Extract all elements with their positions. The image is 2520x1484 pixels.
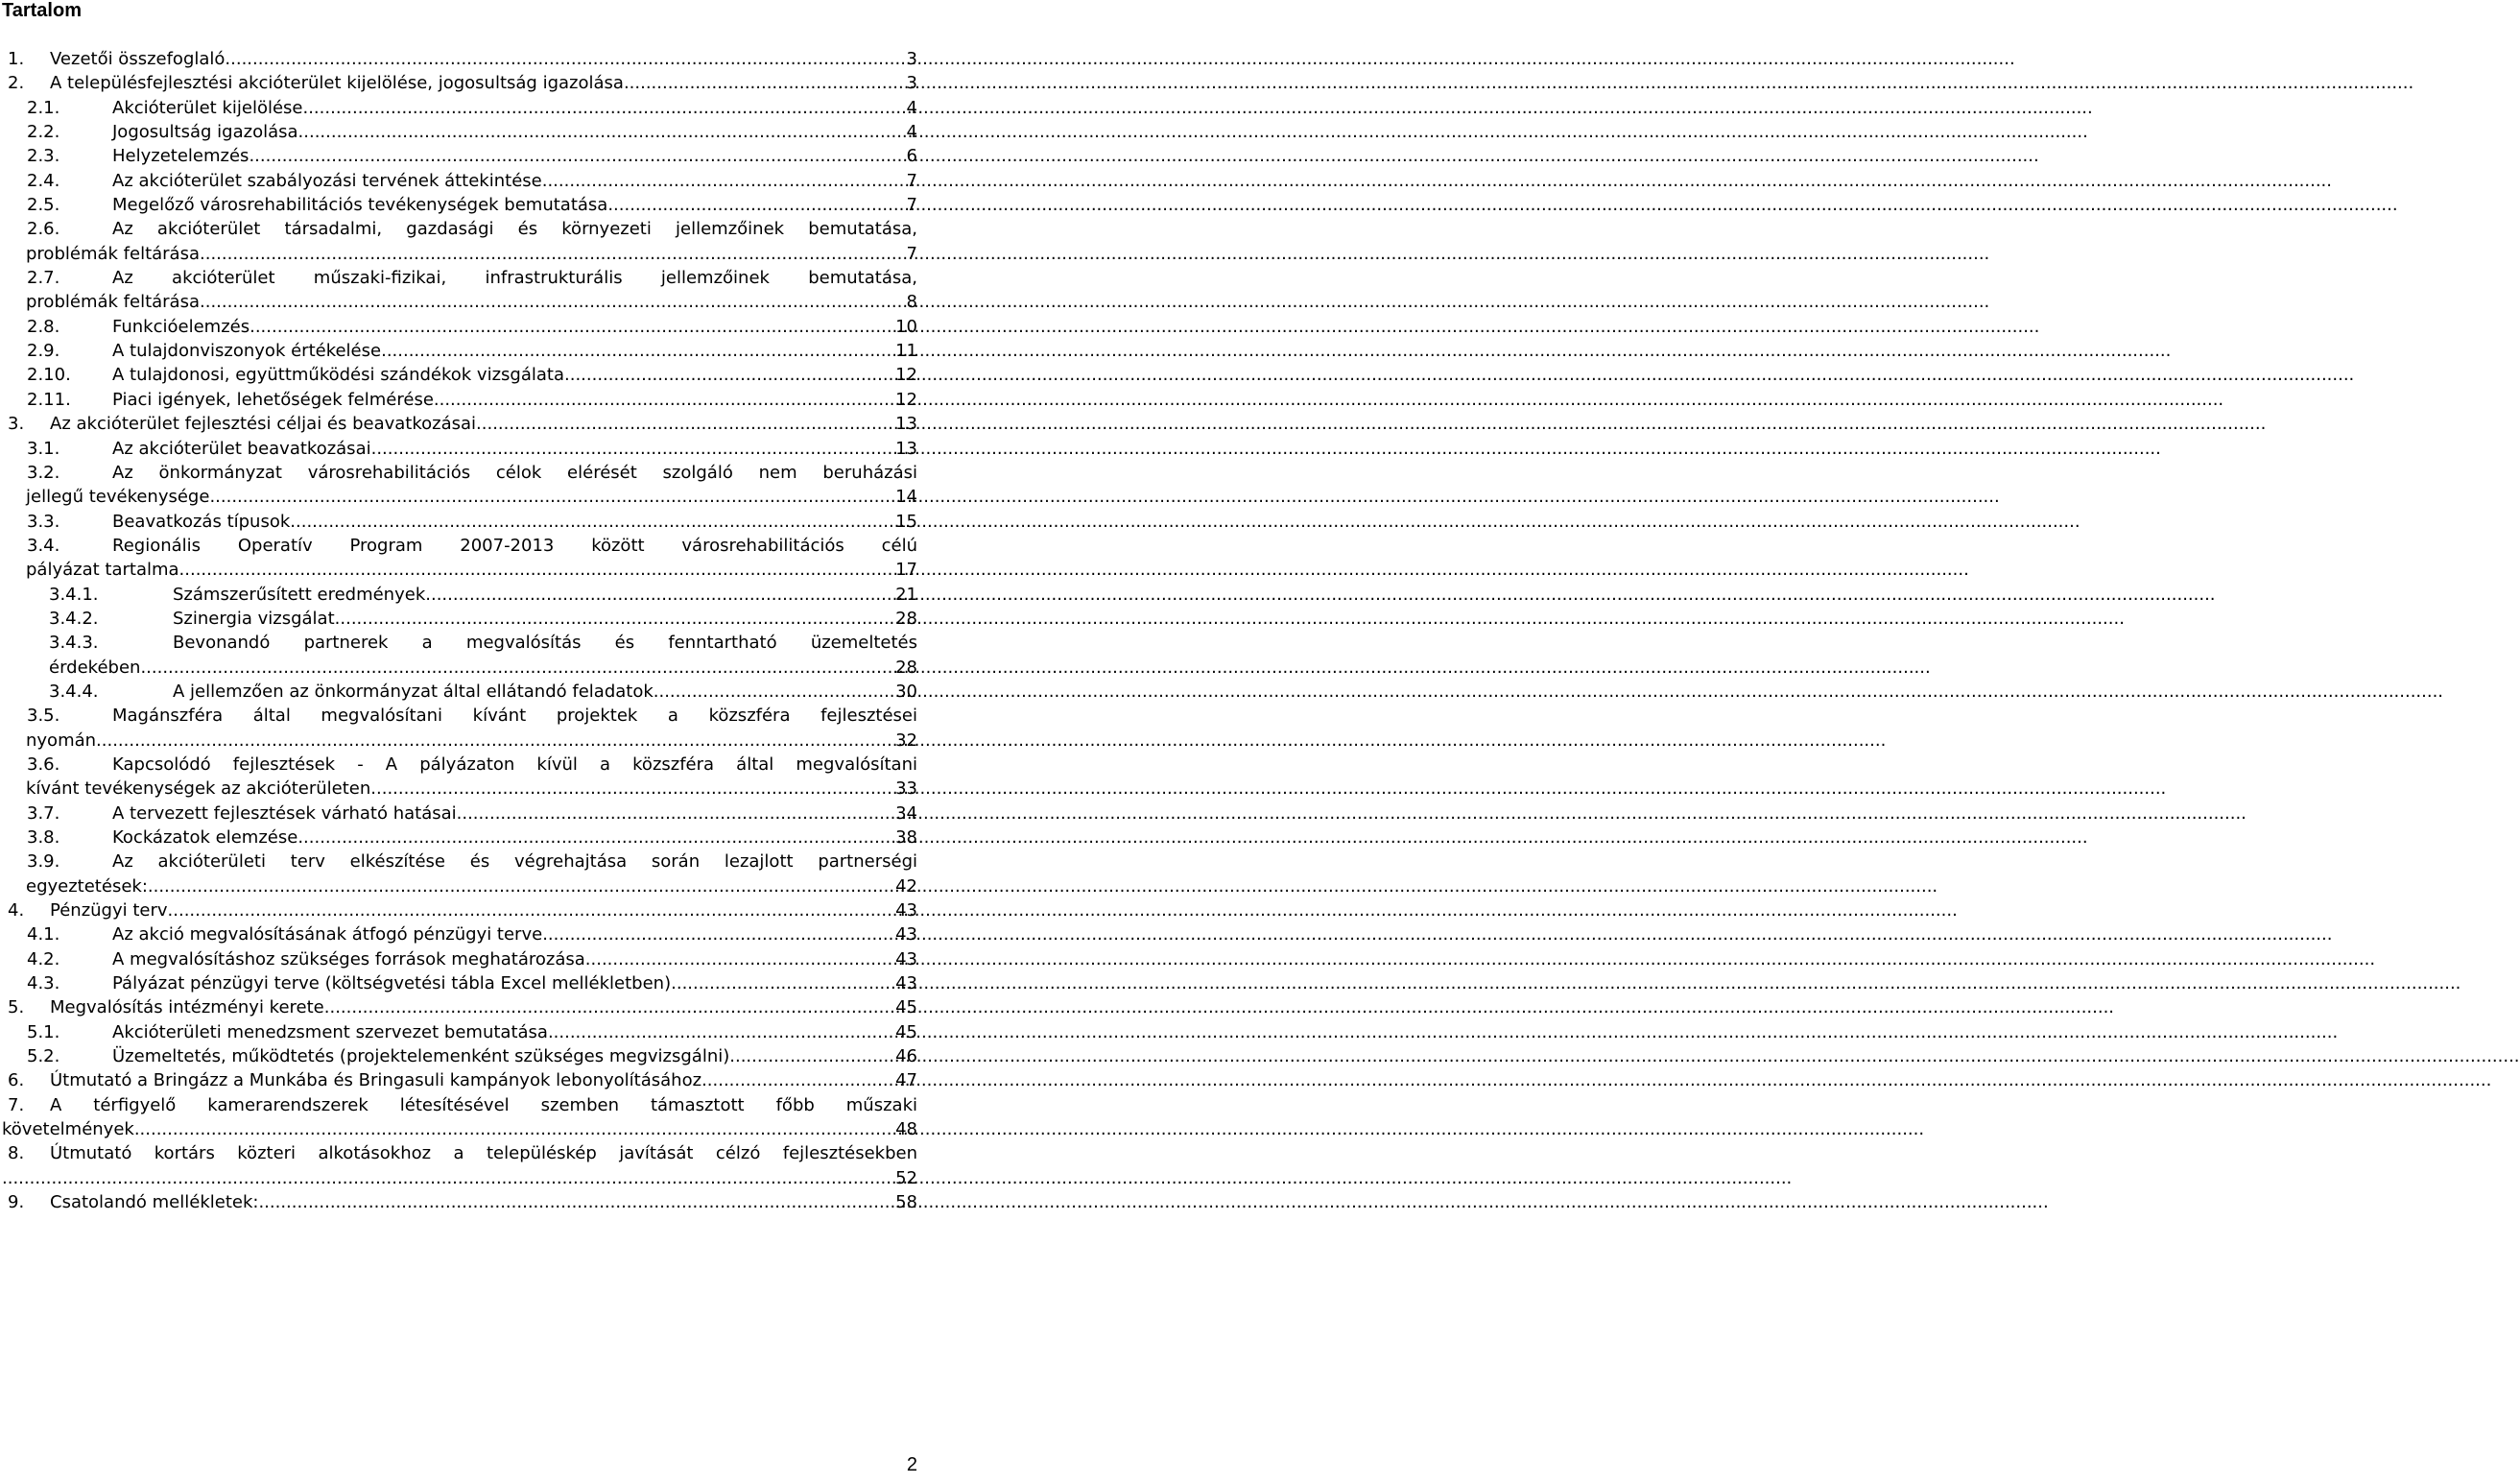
toc-entry[interactable] — [0, 1068, 921, 1092]
toc-entry-page: 38 — [895, 827, 917, 848]
toc-entry-page: 15 — [895, 511, 917, 532]
toc-entry-title: Az akcióterület műszaki-fizikai, infrastrukturális jellemzőinek bemutatása, — [112, 268, 917, 289]
toc-leader-dots — [564, 363, 893, 387]
toc-leader-dots — [290, 510, 893, 534]
toc-leader-dots — [585, 947, 893, 971]
toc-entry-number: 2.4. — [27, 170, 60, 191]
toc-entry[interactable] — [0, 412, 921, 436]
toc-entry-title: Útmutató kortárs közteri alkotásokhoz a településkép javítását célzó fejlesztésekben — [50, 1143, 917, 1164]
toc-entry[interactable] — [0, 461, 921, 510]
toc-entry-page: 14 — [895, 487, 917, 508]
toc-entry-title: Útmutató a Bringázz a Munkába és Bringasuli kampányok lebonyolításához — [50, 1070, 702, 1091]
toc-entry-title: A megvalósításhoz szükséges források meghatározása — [112, 948, 585, 969]
toc-entry[interactable] — [0, 971, 921, 995]
toc-entry-title-continued: pályázat tartalma — [26, 560, 179, 581]
toc-entry[interactable] — [0, 193, 921, 217]
toc-entry[interactable] — [0, 947, 921, 971]
toc-leader-dots — [542, 169, 905, 193]
toc-entry[interactable] — [0, 510, 921, 534]
toc-entry-page: 43 — [895, 900, 917, 922]
toc-entry-number: 3.4. — [27, 535, 60, 556]
toc-leader-dots — [671, 971, 893, 995]
toc-entry-title-continued: problémák feltárása — [26, 292, 200, 313]
toc-entry-number: 2.8. — [27, 316, 60, 337]
toc-entry-title-continued: követelmények — [2, 1119, 134, 1140]
toc-entry-number: 8. — [8, 1143, 25, 1164]
toc-entry-title: Pénzügyi terv — [50, 900, 168, 922]
toc-entry-page: 12 — [895, 389, 917, 410]
toc-entry-title: A településfejlesztési akcióterület kijelölése, jogosultság igazolása — [50, 73, 624, 94]
toc-entry-number: 2.10. — [27, 365, 71, 386]
toc-leader-dots — [179, 558, 894, 582]
toc-leader-dots — [302, 96, 904, 120]
toc-entry-page: 21 — [895, 584, 917, 605]
toc-entry[interactable] — [0, 144, 921, 168]
toc-title: Tartalom — [2, 0, 82, 21]
toc-entry-number: 2. — [8, 73, 25, 94]
toc-entry-number: 2.3. — [27, 146, 60, 167]
toc-entry-page: 34 — [895, 802, 917, 824]
toc-entry-page: 3 — [906, 73, 917, 94]
toc-entry-title-continued: nyomán — [26, 730, 97, 751]
toc-entry-page: 13 — [895, 414, 917, 435]
toc-leader-dots — [298, 120, 905, 144]
toc-leader-dots — [209, 485, 893, 509]
toc-entry[interactable] — [0, 1044, 921, 1068]
toc-leader-dots — [434, 388, 893, 412]
toc-entry[interactable] — [0, 753, 921, 802]
table-of-contents — [0, 47, 921, 1215]
toc-entry[interactable] — [0, 47, 921, 71]
toc-entry-number: 5.2. — [27, 1046, 60, 1067]
toc-entry[interactable] — [0, 583, 921, 607]
toc-entry-page: 8 — [906, 292, 917, 313]
toc-entry[interactable] — [0, 363, 921, 387]
toc-entry-title-continued: kívánt tevékenységek az akcióterületen. — [26, 778, 377, 800]
toc-entry[interactable] — [0, 437, 921, 461]
toc-entry[interactable] — [0, 96, 921, 120]
toc-entry-number: 3.6. — [27, 754, 60, 775]
toc-entry-page: 6 — [906, 146, 917, 167]
toc-entry-number: 3.9. — [27, 851, 60, 873]
toc-leader-dots — [542, 922, 893, 946]
toc-leader-dots — [548, 1020, 893, 1044]
toc-entry-page: 48 — [895, 1119, 917, 1140]
toc-leader-dots — [376, 777, 893, 801]
toc-entry-page: 32 — [895, 730, 917, 751]
toc-entry[interactable] — [0, 995, 921, 1019]
toc-entry[interactable] — [0, 680, 921, 704]
toc-leader-dots — [168, 898, 894, 922]
toc-entry[interactable] — [0, 217, 921, 266]
toc-entry-title: Jogosultság igazolása — [112, 122, 298, 143]
toc-entry-number: 3.3. — [27, 511, 60, 532]
toc-entry-page: 43 — [895, 924, 917, 945]
toc-entry-title: Vezetői összefoglaló — [50, 49, 226, 69]
toc-leader-dots — [371, 437, 893, 461]
toc-entry-page: 33 — [895, 778, 917, 800]
toc-entry-number: 3.4.3. — [49, 633, 99, 654]
toc-entry[interactable] — [0, 339, 921, 363]
toc-leader-dots — [324, 995, 893, 1019]
toc-entry-number: 2.9. — [27, 341, 60, 362]
toc-leader-dots — [249, 144, 904, 168]
toc-entry-title: Csatolandó mellékletek: — [50, 1192, 259, 1213]
page-number: 2 — [906, 1454, 917, 1475]
toc-leader-dots — [140, 656, 893, 680]
toc-entry-page: 4 — [906, 122, 917, 143]
toc-entry-title: Magánszféra által megvalósítani kívánt projektek a közszféra fejlesztései — [112, 706, 917, 727]
toc-entry-page: 7 — [906, 243, 917, 264]
toc-entry-title-continued: problémák feltárása — [26, 243, 200, 264]
toc-entry-page: 30 — [895, 681, 917, 702]
toc-entry-page: 28 — [895, 608, 917, 629]
toc-leader-dots — [258, 1190, 893, 1214]
toc-entry-page: 12 — [895, 365, 917, 386]
toc-entry-number: 3.8. — [27, 827, 60, 848]
toc-entry[interactable] — [0, 898, 921, 922]
toc-entry[interactable] — [0, 826, 921, 850]
toc-entry-page: 17 — [895, 560, 917, 581]
toc-entry-number: 2.7. — [27, 268, 60, 289]
toc-entry[interactable] — [0, 802, 921, 826]
toc-leader-dots — [200, 290, 905, 314]
toc-entry[interactable] — [0, 266, 921, 315]
toc-entry-number: 3.7. — [27, 802, 60, 824]
toc-entry-title: Regionális Operatív Program 2007-2013 között városrehabilitációs célú — [112, 535, 917, 556]
toc-entry-page: 28 — [895, 657, 917, 678]
toc-entry-title: A térfigyelő kamerarendszerek létesítésével szemben támasztott főbb műszaki — [50, 1094, 917, 1115]
toc-entry[interactable] — [0, 1020, 921, 1044]
toc-leader-dots — [381, 339, 893, 363]
toc-entry-number: 3.4.2. — [49, 608, 99, 629]
toc-leader-dots — [225, 47, 904, 71]
toc-entry-title: A tulajdonosi, együttműködési szándékok vizsgálata — [112, 365, 564, 386]
toc-entry[interactable] — [0, 1190, 921, 1214]
toc-entry-page: 58 — [895, 1192, 917, 1213]
toc-entry-number: 6. — [8, 1070, 25, 1091]
toc-entry-number: 2.5. — [27, 195, 60, 216]
toc-entry-number: 3.4.1. — [49, 584, 99, 605]
toc-entry[interactable] — [0, 169, 921, 193]
toc-entry-page: 4 — [906, 97, 917, 118]
toc-entry-title: Az akció megvalósításának átfogó pénzügyi terve — [112, 924, 543, 945]
toc-entry[interactable] — [0, 1093, 921, 1142]
toc-entry-title: A tervezett fejlesztések várható hatásai — [112, 802, 457, 824]
toc-entry-page: 52 — [895, 1167, 917, 1188]
toc-entry[interactable] — [0, 631, 921, 680]
toc-entry-number: 3. — [8, 414, 25, 435]
toc-entry-title: Helyzetelemzés — [112, 146, 250, 167]
toc-entry[interactable] — [0, 1141, 921, 1190]
toc-entry-title: Az akcióterületi terv elkészítése és végrehajtása során lezajlott partnerségi — [112, 851, 917, 873]
toc-entry-title: A jellemzően az önkormányzat által ellátandó feladatok — [173, 681, 654, 702]
toc-entry-number: 2.6. — [27, 219, 60, 240]
toc-entry-number: 5. — [8, 997, 25, 1018]
toc-entry-page: 10 — [895, 316, 917, 337]
toc-leader-dots — [2, 1166, 893, 1190]
toc-entry[interactable] — [0, 922, 921, 946]
toc-entry-title-continued: egyeztetések: — [26, 875, 148, 897]
toc-entry-title: Az akcióterület beavatkozásai — [112, 438, 371, 459]
toc-entry-title: Piaci igények, lehetőségek felmérése — [112, 389, 434, 410]
toc-leader-dots — [701, 1068, 893, 1092]
toc-entry-page: 43 — [895, 973, 917, 994]
toc-entry-page: 42 — [895, 875, 917, 897]
toc-entry[interactable] — [0, 704, 921, 753]
toc-entry-title: Pályázat pénzügyi terve (költségvetési tábla Excel mellékletben) — [112, 973, 672, 994]
toc-entry-title: Az akcióterület társadalmi, gazdasági és környezeti jellemzőinek bemutatása, — [112, 219, 917, 240]
toc-entry-number: 1. — [8, 49, 25, 69]
toc-leader-dots — [654, 680, 893, 704]
toc-entry-title: Üzemeltetés, működtetés (projektelemenként szükséges megvizsgálni) — [112, 1046, 730, 1067]
toc-entry-title: Akcióterületi menedzsment szervezet bemutatása — [112, 1021, 548, 1042]
toc-entry-title: Az akcióterület szabályozási tervének áttekintése — [112, 170, 542, 191]
toc-entry-title: Szinergia vizsgálat — [173, 608, 335, 629]
toc-leader-dots — [335, 607, 893, 631]
toc-entry-number: 3.1. — [27, 438, 60, 459]
toc-entry[interactable] — [0, 607, 921, 631]
toc-entry-number: 4.3. — [27, 973, 60, 994]
toc-entry[interactable] — [0, 534, 921, 583]
toc-entry-title: Akcióterület kijelölése — [112, 97, 303, 118]
toc-entry-number: 7. — [8, 1094, 25, 1115]
toc-entry-number: 3.5. — [27, 706, 60, 727]
toc-leader-dots — [250, 315, 893, 339]
toc-entry-page: 47 — [895, 1070, 917, 1091]
toc-entry[interactable] — [0, 315, 921, 339]
toc-entry-title: Az önkormányzat városrehabilitációs célok elérését szolgáló nem beruházási — [112, 462, 917, 483]
toc-entry-title: Funkcióelemzés — [112, 316, 250, 337]
toc-leader-dots — [134, 1117, 893, 1141]
toc-entry-number: 9. — [8, 1192, 25, 1213]
toc-leader-dots — [607, 193, 904, 217]
toc-entry-page: 11 — [895, 341, 917, 362]
toc-entry-number: 2.1. — [27, 97, 60, 118]
toc-entry-page: 43 — [895, 948, 917, 969]
toc-entry-page: 7 — [906, 195, 917, 216]
toc-entry[interactable] — [0, 71, 921, 95]
toc-entry[interactable] — [0, 388, 921, 412]
toc-entry-number: 3.4.4. — [49, 681, 99, 702]
toc-entry-title-continued: jellegű tevékenysége — [26, 487, 210, 508]
toc-entry-page: 45 — [895, 997, 917, 1018]
toc-entry-page: 46 — [895, 1046, 917, 1067]
toc-entry-page: 7 — [906, 170, 917, 191]
toc-entry-number: 4.2. — [27, 948, 60, 969]
toc-entry-title: Az akcióterület fejlesztési céljai és beavatkozásai — [50, 414, 477, 435]
toc-entry-number: 5.1. — [27, 1021, 60, 1042]
toc-entry-title: Megelőző városrehabilitációs tevékenységek bemutatása — [112, 195, 608, 216]
toc-entry-title: Beavatkozás típusok — [112, 511, 291, 532]
toc-leader-dots — [425, 583, 893, 607]
toc-entry-title: Kockázatok elemzése — [112, 827, 298, 848]
toc-entry[interactable] — [0, 120, 921, 144]
toc-entry-title-continued: érdekében — [49, 657, 141, 678]
toc-entry-number: 4. — [8, 900, 25, 922]
toc-entry-number: 2.2. — [27, 122, 60, 143]
toc-leader-dots — [297, 826, 893, 850]
toc-entry-title: Megvalósítás intézményi kerete — [50, 997, 324, 1018]
toc-entry-title: Bevonandó partnerek a megvalósítás és fenntartható üzemeltetés — [173, 633, 917, 654]
toc-entry-number: 2.11. — [27, 389, 71, 410]
toc-leader-dots — [148, 874, 893, 898]
toc-entry-page: 13 — [895, 438, 917, 459]
toc-leader-dots — [200, 242, 905, 266]
toc-entry-title: Számszerűsített eredmények — [173, 584, 426, 605]
toc-entry-page: 3 — [906, 49, 917, 69]
toc-leader-dots — [729, 1044, 893, 1068]
toc-entry-number: 3.2. — [27, 462, 60, 483]
toc-leader-dots — [457, 802, 893, 826]
toc-entry-title: A tulajdonviszonyok értékelése — [112, 341, 382, 362]
toc-entry[interactable] — [0, 850, 921, 898]
toc-leader-dots — [476, 412, 893, 436]
toc-leader-dots — [624, 71, 905, 95]
toc-leader-dots — [96, 729, 893, 753]
toc-entry-number: 4.1. — [27, 924, 60, 945]
toc-entry-page: 45 — [895, 1021, 917, 1042]
toc-entry-title: Kapcsolódó fejlesztések - A pályázaton kívül a közszféra által megvalósítani — [112, 754, 917, 775]
